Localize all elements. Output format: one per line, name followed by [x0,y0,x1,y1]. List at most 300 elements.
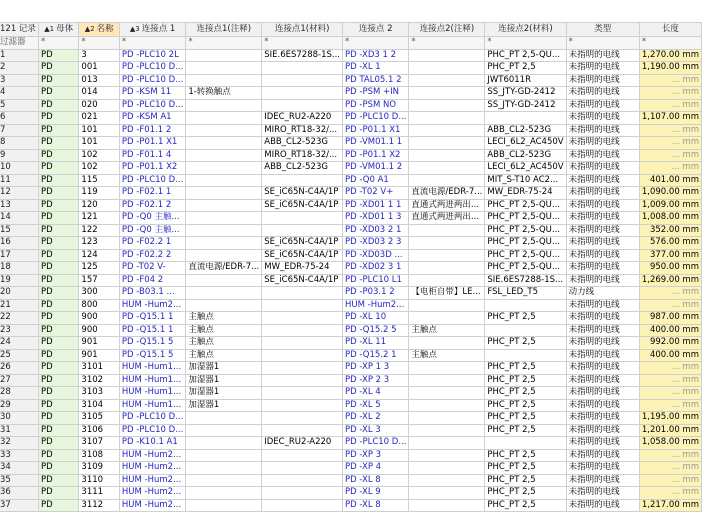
table-row[interactable] [0,312,702,325]
cell-a[interactable]: PD [38,149,78,162]
cell-h[interactable]: PHC_PT 2,5 [485,424,566,437]
table-row[interactable] [0,412,702,425]
cell-d[interactable] [186,62,262,75]
cell-h[interactable]: PHC_PT 2,5-QU... [485,212,566,225]
cell-h[interactable]: PHC_PT 2,5 [485,474,566,487]
cell-g[interactable] [409,124,485,137]
cell-a[interactable]: PD [38,99,78,112]
cell-d[interactable]: 加湿器1 [186,362,262,375]
cell-a[interactable]: PD [38,74,78,87]
cell-h[interactable] [485,299,566,312]
cell-g[interactable]: 主触点 [409,324,485,337]
cell-c[interactable]: PD -PLC10 D... [119,62,185,75]
cell-a[interactable]: PD [38,474,78,487]
cell-a[interactable]: PD [38,249,78,262]
cell-f[interactable]: PD -T02 V+ [343,187,409,200]
cell-a[interactable]: PD [38,287,78,300]
cell-j[interactable]: 400.00 mm [639,324,701,337]
cell-c[interactable]: PD -F02.2 2 [119,249,185,262]
cell-e[interactable] [262,299,343,312]
cell-b[interactable]: 901 [79,337,119,350]
cell-f[interactable]: PD -PSM +IN [343,87,409,100]
table-row[interactable] [0,474,702,487]
cell-j[interactable]: 401.00 mm [639,174,701,187]
cell-i[interactable]: 未指明的电线 [566,262,639,275]
cell-c[interactable]: PD -KSM 11 [119,87,185,100]
cell-rec[interactable]: 7 [0,124,38,137]
cell-d[interactable] [186,174,262,187]
cell-b[interactable]: 102 [79,149,119,162]
cell-b[interactable]: 3111 [79,487,119,500]
cell-h[interactable]: PHC_PT 2,5 [485,412,566,425]
cell-g[interactable] [409,87,485,100]
cell-d[interactable] [186,437,262,450]
table-row[interactable] [0,299,702,312]
cell-b[interactable]: 800 [79,299,119,312]
cell-rec[interactable]: 25 [0,349,38,362]
cell-f[interactable]: PD -Q15.2 5 [343,324,409,337]
cell-f[interactable]: PD -XD01 1 1 [343,199,409,212]
cell-j[interactable]: 1,090.00 mm [639,187,701,200]
table-row[interactable] [0,462,702,475]
cell-g[interactable] [409,74,485,87]
cell-i[interactable]: 未指明的电线 [566,62,639,75]
cell-rec[interactable]: 24 [0,337,38,350]
cell-f[interactable]: PD -P03.1 2 [343,287,409,300]
cell-rec[interactable]: 21 [0,299,38,312]
cell-e[interactable] [262,499,343,512]
cell-e[interactable] [262,324,343,337]
cell-e[interactable] [262,174,343,187]
cell-j[interactable]: ... mm [639,299,701,312]
table-row[interactable] [0,262,702,275]
cell-f[interactable]: PD -XL 8 [343,474,409,487]
filter-cell[interactable]: * [485,37,566,50]
cell-g[interactable] [409,174,485,187]
cell-f[interactable]: PD -XD3 1 2 [343,49,409,62]
cell-rec[interactable]: 10 [0,162,38,175]
cell-f[interactable]: PD -XL 2 [343,412,409,425]
cell-rec[interactable]: 6 [0,112,38,125]
cell-b[interactable]: 001 [79,62,119,75]
cell-f[interactable]: PD -Q15.2 1 [343,349,409,362]
cell-j[interactable]: ... mm [639,74,701,87]
cell-c[interactable]: PD -K10.1 A1 [119,437,185,450]
cell-c[interactable]: PD -Q15.1 5 [119,337,185,350]
cell-e[interactable] [262,287,343,300]
cell-g[interactable] [409,274,485,287]
cell-c[interactable]: PD -F01.1 4 [119,149,185,162]
table-row[interactable] [0,149,702,162]
cell-h[interactable]: MW_EDR-75-24 [485,187,566,200]
cell-i[interactable]: 未指明的电线 [566,237,639,250]
cell-i[interactable]: 未指明的电线 [566,437,639,450]
column-header-d[interactable] [186,23,262,37]
cell-h[interactable]: SS_JTY-GD-2412 [485,99,566,112]
cell-i[interactable]: 动力线 [566,287,639,300]
cell-c[interactable]: PD -PLC10 D... [119,74,185,87]
cell-e[interactable] [262,374,343,387]
cell-rec[interactable]: 5 [0,99,38,112]
cell-e[interactable] [262,349,343,362]
cell-f[interactable]: PD -XL 10 [343,312,409,325]
cell-e[interactable] [262,74,343,87]
cell-f[interactable]: PD -XD03D ... [343,249,409,262]
cell-b[interactable]: 3108 [79,449,119,462]
column-header-a[interactable] [38,23,78,37]
cell-g[interactable] [409,137,485,150]
cell-j[interactable]: ... mm [639,399,701,412]
cell-h[interactable] [485,437,566,450]
cell-a[interactable]: PD [38,262,78,275]
cell-i[interactable]: 未指明的电线 [566,274,639,287]
cell-j[interactable]: ... mm [639,374,701,387]
cell-rec[interactable]: 18 [0,262,38,275]
cell-rec[interactable]: 37 [0,499,38,512]
cell-i[interactable]: 未指明的电线 [566,187,639,200]
cell-h[interactable]: MIT_S-T10 AC2... [485,174,566,187]
table-row[interactable] [0,124,702,137]
cell-e[interactable] [262,224,343,237]
cell-d[interactable]: 主触点 [186,349,262,362]
cell-d[interactable]: 加湿器1 [186,374,262,387]
cell-j[interactable]: 352.00 mm [639,224,701,237]
cell-c[interactable]: PD -B03.1 ... [119,287,185,300]
cell-rec[interactable]: 16 [0,237,38,250]
cell-rec[interactable]: 11 [0,174,38,187]
cell-i[interactable]: 未指明的电线 [566,424,639,437]
cell-j[interactable]: 1,195.00 mm [639,412,701,425]
cell-i[interactable]: 未指明的电线 [566,124,639,137]
cell-j[interactable]: ... mm [639,124,701,137]
cell-c[interactable]: HUM -Hum2... [119,499,185,512]
table-row[interactable] [0,337,702,350]
cell-a[interactable]: PD [38,112,78,125]
cell-g[interactable] [409,474,485,487]
cell-h[interactable]: PHC_PT 2,5 [485,387,566,400]
cell-i[interactable]: 未指明的电线 [566,99,639,112]
cell-e[interactable] [262,87,343,100]
cell-f[interactable]: PD -P01.1 X1 [343,124,409,137]
cell-e[interactable]: SE_iC65N-C4A/1P [262,187,343,200]
cell-e[interactable]: ABB_CL2-523G [262,162,343,175]
cell-b[interactable]: 123 [79,237,119,250]
cell-i[interactable]: 未指明的电线 [566,449,639,462]
cell-a[interactable]: PD [38,499,78,512]
cell-h[interactable]: LECI_6L2_AC450V [485,162,566,175]
cell-j[interactable]: ... mm [639,362,701,375]
cell-i[interactable]: 未指明的电线 [566,224,639,237]
cell-g[interactable] [409,449,485,462]
cell-h[interactable]: PHC_PT 2,5-QU... [485,224,566,237]
cell-e[interactable]: MIRO_RT18-32/... [262,124,343,137]
table-row[interactable] [0,349,702,362]
cell-e[interactable] [262,312,343,325]
cell-rec[interactable]: 34 [0,462,38,475]
cell-c[interactable]: HUM -Hum2... [119,474,185,487]
cell-d[interactable] [186,74,262,87]
cell-b[interactable]: 900 [79,312,119,325]
table-row[interactable] [0,324,702,337]
cell-j[interactable]: ... mm [639,487,701,500]
cell-f[interactable]: PD -PLC10 L1 [343,274,409,287]
cell-f[interactable]: PD -PLC10 D... [343,437,409,450]
cell-b[interactable]: 121 [79,212,119,225]
cell-j[interactable]: 1,201.00 mm [639,424,701,437]
filter-row[interactable] [0,37,702,50]
cell-c[interactable]: PD -P01.1 X2 [119,162,185,175]
column-header-h[interactable] [485,23,566,37]
cell-e[interactable]: SE_iC65N-C4A/1P [262,274,343,287]
cell-j[interactable]: ... mm [639,462,701,475]
cell-c[interactable]: PD -Q15.1 5 [119,349,185,362]
cell-rec[interactable]: 17 [0,249,38,262]
cell-g[interactable] [409,362,485,375]
cell-d[interactable] [186,274,262,287]
cell-f[interactable]: PD -XP 3 [343,449,409,462]
cell-g[interactable] [409,387,485,400]
cell-e[interactable] [262,362,343,375]
cell-a[interactable]: PD [38,62,78,75]
cell-g[interactable] [409,337,485,350]
table-row[interactable] [0,87,702,100]
cell-b[interactable]: 119 [79,187,119,200]
cell-e[interactable]: SE_iC65N-C4A/1P [262,249,343,262]
cell-i[interactable]: 未指明的电线 [566,474,639,487]
table-row[interactable] [0,374,702,387]
cell-d[interactable]: 加湿器1 [186,387,262,400]
filter-cell[interactable]: * [186,37,262,50]
cell-c[interactable]: PD -P01.1 X1 [119,137,185,150]
table-row[interactable] [0,387,702,400]
cell-rec[interactable]: 20 [0,287,38,300]
cell-b[interactable]: 3104 [79,399,119,412]
cell-e[interactable]: IDEC_RU2-A220 [262,437,343,450]
cell-a[interactable]: PD [38,212,78,225]
cell-f[interactable]: PD -XD03 2 3 [343,237,409,250]
table-row[interactable] [0,399,702,412]
cell-c[interactable]: PD -KSM A1 [119,112,185,125]
cell-h[interactable]: ABB_CL2-523G [485,124,566,137]
table-row[interactable] [0,424,702,437]
cell-h[interactable]: PHC_PT 2,5 [485,449,566,462]
cell-h[interactable]: PHC_PT 2,5 [485,62,566,75]
cell-b[interactable]: 3101 [79,362,119,375]
cell-j[interactable]: ... mm [639,449,701,462]
cell-h[interactable]: JWT6011R [485,74,566,87]
cell-a[interactable]: PD [38,374,78,387]
cell-a[interactable]: PD [38,87,78,100]
column-header-b[interactable] [79,23,119,37]
cell-rec[interactable]: 14 [0,212,38,225]
cell-j[interactable]: ... mm [639,162,701,175]
cell-b[interactable]: 101 [79,137,119,150]
cell-rec[interactable]: 32 [0,437,38,450]
cell-c[interactable]: PD -Q0 主触... [119,212,185,225]
cell-f[interactable]: PD TAL05.1 2 [343,74,409,87]
cell-rec[interactable]: 33 [0,449,38,462]
cell-f[interactable]: PD -XL 9 [343,487,409,500]
cell-b[interactable]: 115 [79,174,119,187]
cell-rec[interactable]: 9 [0,149,38,162]
cell-a[interactable]: PD [38,224,78,237]
cell-j[interactable]: 1,058.00 mm [639,437,701,450]
cell-i[interactable]: 未指明的电线 [566,87,639,100]
cell-a[interactable]: PD [38,124,78,137]
cell-h[interactable]: SS_JTY-GD-2412 [485,87,566,100]
cell-rec[interactable]: 27 [0,374,38,387]
cell-e[interactable] [262,487,343,500]
cell-b[interactable]: 3106 [79,424,119,437]
cell-d[interactable] [186,412,262,425]
cell-h[interactable]: PHC_PT 2,5 [485,362,566,375]
cell-b[interactable]: 157 [79,274,119,287]
cell-a[interactable]: PD [38,187,78,200]
cell-b[interactable]: 102 [79,162,119,175]
cell-i[interactable]: 未指明的电线 [566,249,639,262]
cell-e[interactable] [262,337,343,350]
cell-j[interactable]: 1,190.00 mm [639,62,701,75]
cell-a[interactable]: PD [38,424,78,437]
cell-g[interactable] [409,249,485,262]
cell-g[interactable] [409,299,485,312]
cell-e[interactable]: IDEC_RU2-A220 [262,112,343,125]
cell-f[interactable]: PD -XL 5 [343,399,409,412]
cell-h[interactable]: PHC_PT 2,5-QU... [485,262,566,275]
cell-j[interactable]: 950.00 mm [639,262,701,275]
cell-g[interactable] [409,224,485,237]
cell-h[interactable]: LECI_6L2_AC450V [485,137,566,150]
cell-c[interactable]: HUM -Hum2... [119,487,185,500]
cell-i[interactable]: 未指明的电线 [566,362,639,375]
cell-j[interactable]: 1,009.00 mm [639,199,701,212]
cell-i[interactable]: 未指明的电线 [566,212,639,225]
cell-c[interactable]: PD -Q0 主触... [119,224,185,237]
cell-rec[interactable]: 13 [0,199,38,212]
table-row[interactable] [0,112,702,125]
cell-b[interactable]: 021 [79,112,119,125]
cell-rec[interactable]: 35 [0,474,38,487]
cell-g[interactable] [409,462,485,475]
cell-i[interactable]: 未指明的电线 [566,337,639,350]
cell-d[interactable] [186,224,262,237]
cell-rec[interactable]: 1 [0,49,38,62]
cell-h[interactable]: PHC_PT 2,5 [485,499,566,512]
cell-e[interactable]: SIE.6ES7288-1S... [262,49,343,62]
cell-rec[interactable]: 15 [0,224,38,237]
cell-e[interactable] [262,62,343,75]
cell-h[interactable]: PHC_PT 2,5-QU... [485,199,566,212]
cell-e[interactable] [262,449,343,462]
cell-b[interactable]: 3110 [79,474,119,487]
cell-rec[interactable]: 3 [0,74,38,87]
table-row[interactable] [0,437,702,450]
cell-g[interactable] [409,437,485,450]
cell-i[interactable]: 未指明的电线 [566,349,639,362]
cell-d[interactable] [186,112,262,125]
cell-d[interactable] [186,287,262,300]
cell-f[interactable]: PD -XD02 3 1 [343,262,409,275]
cell-c[interactable]: HUM -Hum2... [119,449,185,462]
cell-i[interactable]: 未指明的电线 [566,324,639,337]
cell-e[interactable] [262,387,343,400]
cell-e[interactable] [262,212,343,225]
column-header-g[interactable] [409,23,485,37]
table-row[interactable] [0,212,702,225]
table-row[interactable] [0,249,702,262]
table-row[interactable] [0,174,702,187]
filter-cell[interactable]: * [639,37,701,50]
cell-h[interactable]: PHC_PT 2,5 [485,487,566,500]
cell-b[interactable]: 3107 [79,437,119,450]
cell-j[interactable]: 992.00 mm [639,337,701,350]
cell-d[interactable] [186,137,262,150]
cell-f[interactable]: PD -XL 3 [343,424,409,437]
cell-g[interactable] [409,424,485,437]
cell-d[interactable] [186,462,262,475]
cell-c[interactable]: HUM -Hum2... [119,299,185,312]
cell-c[interactable]: HUM -Hum1... [119,399,185,412]
cell-b[interactable]: 101 [79,124,119,137]
cell-j[interactable]: ... mm [639,287,701,300]
cell-d[interactable]: 1-转换触点 [186,87,262,100]
cell-d[interactable] [186,212,262,225]
cell-rec[interactable]: 29 [0,399,38,412]
cell-f[interactable]: PD -XL 11 [343,337,409,350]
cell-d[interactable]: 直流电源/EDR-7... [186,262,262,275]
cell-f[interactable]: PD -XL 4 [343,387,409,400]
cell-a[interactable]: PD [38,312,78,325]
cell-i[interactable]: 未指明的电线 [566,299,639,312]
cell-f[interactable]: PD -XL 8 [343,499,409,512]
cell-j[interactable]: ... mm [639,87,701,100]
cell-c[interactable]: PD -PLC10 D... [119,99,185,112]
cell-e[interactable] [262,399,343,412]
cell-j[interactable]: 1,107.00 mm [639,112,701,125]
cell-b[interactable]: 901 [79,349,119,362]
cell-e[interactable] [262,462,343,475]
cell-b[interactable]: 3 [79,49,119,62]
cell-j[interactable]: 1,270.00 mm [639,49,701,62]
cell-f[interactable]: PD -VM01.1 1 [343,137,409,150]
cell-b[interactable]: 020 [79,99,119,112]
cell-i[interactable]: 未指明的电线 [566,162,639,175]
cell-a[interactable]: PD [38,449,78,462]
cell-i[interactable]: 未指明的电线 [566,312,639,325]
cell-a[interactable]: PD [38,437,78,450]
cell-h[interactable]: PHC_PT 2,5 [485,462,566,475]
cell-j[interactable]: 576.00 mm [639,237,701,250]
cell-g[interactable] [409,112,485,125]
cell-h[interactable]: PHC_PT 2,5 [485,337,566,350]
cell-rec[interactable]: 12 [0,187,38,200]
cell-j[interactable]: ... mm [639,99,701,112]
table-row[interactable] [0,499,702,512]
cell-b[interactable]: 124 [79,249,119,262]
cell-e[interactable] [262,412,343,425]
cell-a[interactable]: PD [38,462,78,475]
column-header-rec[interactable] [0,23,38,37]
filter-cell[interactable]: * [79,37,119,50]
cell-i[interactable]: 未指明的电线 [566,487,639,500]
cell-e[interactable]: MIRO_RT18-32/... [262,149,343,162]
table-row[interactable] [0,224,702,237]
cell-j[interactable]: 377.00 mm [639,249,701,262]
cell-a[interactable]: PD [38,174,78,187]
cell-h[interactable]: PHC_PT 2,5-QU... [485,237,566,250]
cell-f[interactable]: PD -XD01 1 3 [343,212,409,225]
cell-a[interactable]: PD [38,49,78,62]
